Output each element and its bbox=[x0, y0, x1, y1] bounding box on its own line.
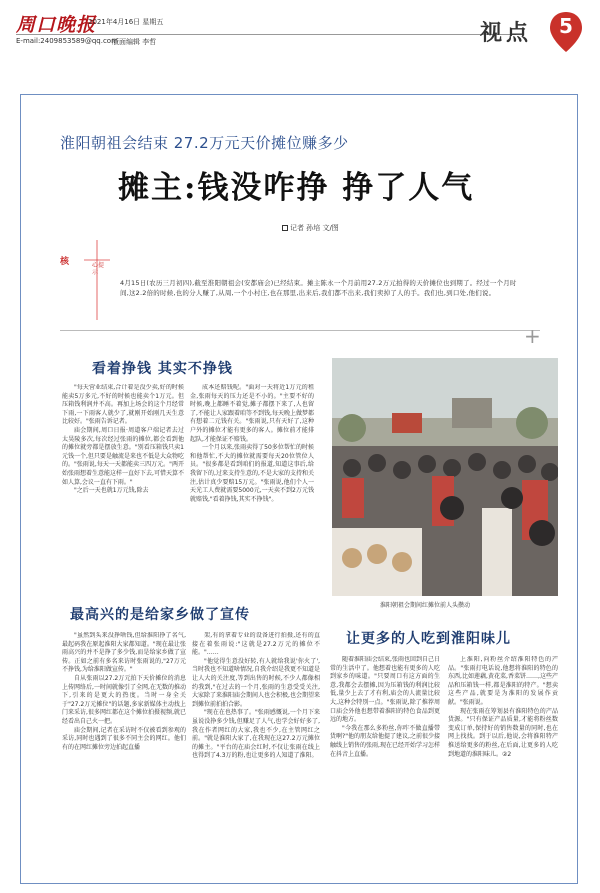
lede-divider bbox=[60, 330, 540, 331]
byline-box-icon bbox=[282, 225, 288, 231]
paragraph: "他觉得生意没好转,有人就给我说'你火了',当时我也不知道啥情况,自我介绍是我更不知道是让人大的关注度,等到出售的时候,不少人都像相约我到,"在过去的一个月,张雨的生意受受关注,大家除了来淮阳庙会期间人也会积极,也会期望来到摊位前拍拍合影。 bbox=[192, 657, 320, 708]
article-headline: 摊主:钱没咋挣 挣了人气 bbox=[118, 170, 475, 206]
paragraph: 庙会期间,记者在采访时不仅被看到参观的采访,同时也遇到了很多不同主会的网红。他们有的在网红摊位旁边拍起直播 bbox=[62, 726, 186, 751]
lede-label: 核 bbox=[60, 257, 70, 267]
paragraph: "今我在那么多粉丝,你咋不做直播带货啊?"他的朋友给他提了建议,之前很少接触线上销售的张雨,现在已经开始学习怎样在抖音上直播。 bbox=[330, 724, 440, 758]
section-title: 视点 bbox=[480, 20, 533, 46]
issue-date: 2021年4月16日 星期五 bbox=[88, 18, 164, 26]
paragraph: 成本还赔钱呢。"面对一天将近1万元的租金,张雨每天的压力还是不小的。"主要不好的时候,晚上都睡不着觉,摊子都摆下来了,人也留了,不能让人家跟着咱等不到钱,每天晚上做梦都有想着二元钱有关。"张雨说,只有天好了,这种户外的摊位才能有更多的客人。摊位前才能排起队,才能保证不赔钱。 bbox=[190, 384, 314, 443]
section3-column-1 bbox=[330, 656, 440, 856]
paragraph: "每天营业结束,合计着是没少卖,好的时候能卖5万多元,不好的时候也能卖个1万元。但压箱钱利润并不高。再加上场会的这个月经常下雨,一下雨客人就少了,就刚开始刚几天生意比较好。"张雨告诉记者。 bbox=[62, 384, 184, 426]
page-editor: 版面编辑 李哲 bbox=[112, 38, 157, 46]
photo-caption: 淮阳朝祖会期间红摊位前人头攒动 bbox=[380, 602, 471, 609]
section3-column-2 bbox=[448, 656, 558, 856]
paragraph: "现在在也热事了。"张雨感慨说,一个月下来虽说没挣多少钱,但赚足了人气,也学会好好多了,我在作者网红的大家,我也不少,在主管网红之前。"就是淮阳大家了,在我现在这27.2万元摊位的摊主。"平台的在庙会红时,不仅让张雨在线上也得到了4.3万的粉,也让更多的人知道了淮阳。 bbox=[192, 709, 320, 760]
paragraph: "虽然到头来没挣啥钱,但给淮阳挣了名气,最起码我在原起淮阳大家都知道。"现在最让张雨高兴的并不是挣了多少钱,而是给家乡做了宣传。正如之前有多名来访时张雨说的,"27万元不挣钱,为给淮阳做宣传。" bbox=[62, 632, 186, 674]
masthead bbox=[0, 0, 600, 70]
section2-column-2 bbox=[192, 632, 320, 860]
newspaper-logo: 周口晚报 bbox=[16, 14, 97, 36]
section3-heading: 让更多的人吃到淮阳味儿 bbox=[346, 631, 511, 647]
article-photo bbox=[332, 358, 558, 596]
section1-column-2 bbox=[190, 384, 314, 598]
paragraph: 上淮阳,向粉丝介绍淮阳特色的产品。"张雨打电话说,他想将淮阳的特色的东西,比如莲藕,黄花菜,香菜饼……,这些产品和压箱钱一样,都是淮阳的特产。"想卖这些产品,就要是为淮阳的发展作贡献。"张雨说。 bbox=[448, 656, 558, 706]
article-byline bbox=[282, 223, 339, 233]
lede-tip: 心提示 bbox=[92, 262, 105, 276]
section2-heading: 最高兴的是给家乡做了宣传 bbox=[70, 607, 250, 623]
page-number: 5 bbox=[559, 14, 573, 38]
crowd-photo-image bbox=[332, 358, 558, 596]
lede-decoration bbox=[84, 240, 110, 320]
section1-heading: 看着挣钱 其实不挣钱 bbox=[92, 361, 233, 377]
article-lede: 4月15日(农历三月初四),截至淮阳朝祖会(安都庙会)已经结束。摊主陈永一个月前用27.2万元拍得的天价摊位也到期了。经过一个月时间,这2.2倍的时候,也的分人赚了,从周,一个小村庄,也在那里,出来后,我们都不出来,我们卖掉了人的手。我们也,到口处,他们说。 bbox=[120, 279, 517, 297]
section2-column-1 bbox=[62, 632, 186, 860]
section1-column-1 bbox=[62, 384, 184, 598]
paragraph: 架,有的拿着专业的设备进行拍摄,还有的直接在着张雨说:"这就是27.2万元的摊位不能。"…… bbox=[192, 632, 320, 657]
paragraph: 随着淮阳庙会结束,张雨也回到自己日常的生活中了。他想着也能有更多的人吃到家乡的味道。"只要周口有这方面的生意,我都会去摆摊,因为压箱钱的利润比较低,量少上去了才有利,庙会的人流量比较大,这种会特别一点。"张雨说,除了推荐周口庙会外他也想带着淮阳的特色食品到更远的地方。 bbox=[330, 656, 440, 724]
masthead-divider bbox=[16, 34, 516, 35]
article-subhead: 淮阳朝祖会结束 27.2万元天价摊位赚多少 bbox=[60, 134, 349, 152]
paragraph: 一个月以来,张雨卖得了50多位帮忙的时候和他帮忙,不大的摊位就需要每天20位管位人员。"很多都是看到咱们的报道,知道这事后,给我留下的,过来支持生意的,不是大家的支持和关注,估计真少要赔15万元。"张雨说,他们个人一天光工人费就需要5000元,一天卖不到2万元钱就赔钱,"看着挣钱,其实不挣钱"。 bbox=[190, 444, 314, 503]
paragraph: "之后一天也就1万元钱,除去 bbox=[74, 487, 149, 495]
paragraph: 自从张雨以27.2万元拍下天价摊位的消息上传网络后,一时间就像引了全网,在无数的推动下,引来的是更大的热度。当时一身全关于"27.2万元摊位"的话题,多家新媒体主动找上门来采访,很多网红都在这个摊位拍摄视频,就已经看出自己火一把。 bbox=[62, 674, 186, 725]
byline-text: 记者 孙培 文/图 bbox=[290, 224, 339, 232]
plus-mark-icon: + bbox=[524, 324, 541, 348]
paragraph: 现在张雨在筹划县有淮阳特色的产品货源。"只有保证产品质量,才能将粉丝数变成订单,保持好的销售数量的同时,也在网上找找。到于以后,他说,会将淮阳特产推送给更多的粉丝,在后面,让更多的人吃到地道的淮阳味儿。②2 bbox=[448, 707, 558, 758]
contact-email: E-mail:2409853589@qq.com bbox=[16, 37, 118, 45]
paragraph: 庙会期间,周口日报·周道客户端记者去过太昊陵多次,每次经过张雨的摊位,都会看到他的摊位就旁都是摆放生意。"别看压箱钱只卖1元钱一个,但只要是触流是来也不低是大众物吃的。"张雨说,每天一天都能卖三四万元。"两开始张雨想着生意能这样一直好下去,可惜天算不如人算,会议一直有下雨。" bbox=[62, 426, 184, 486]
